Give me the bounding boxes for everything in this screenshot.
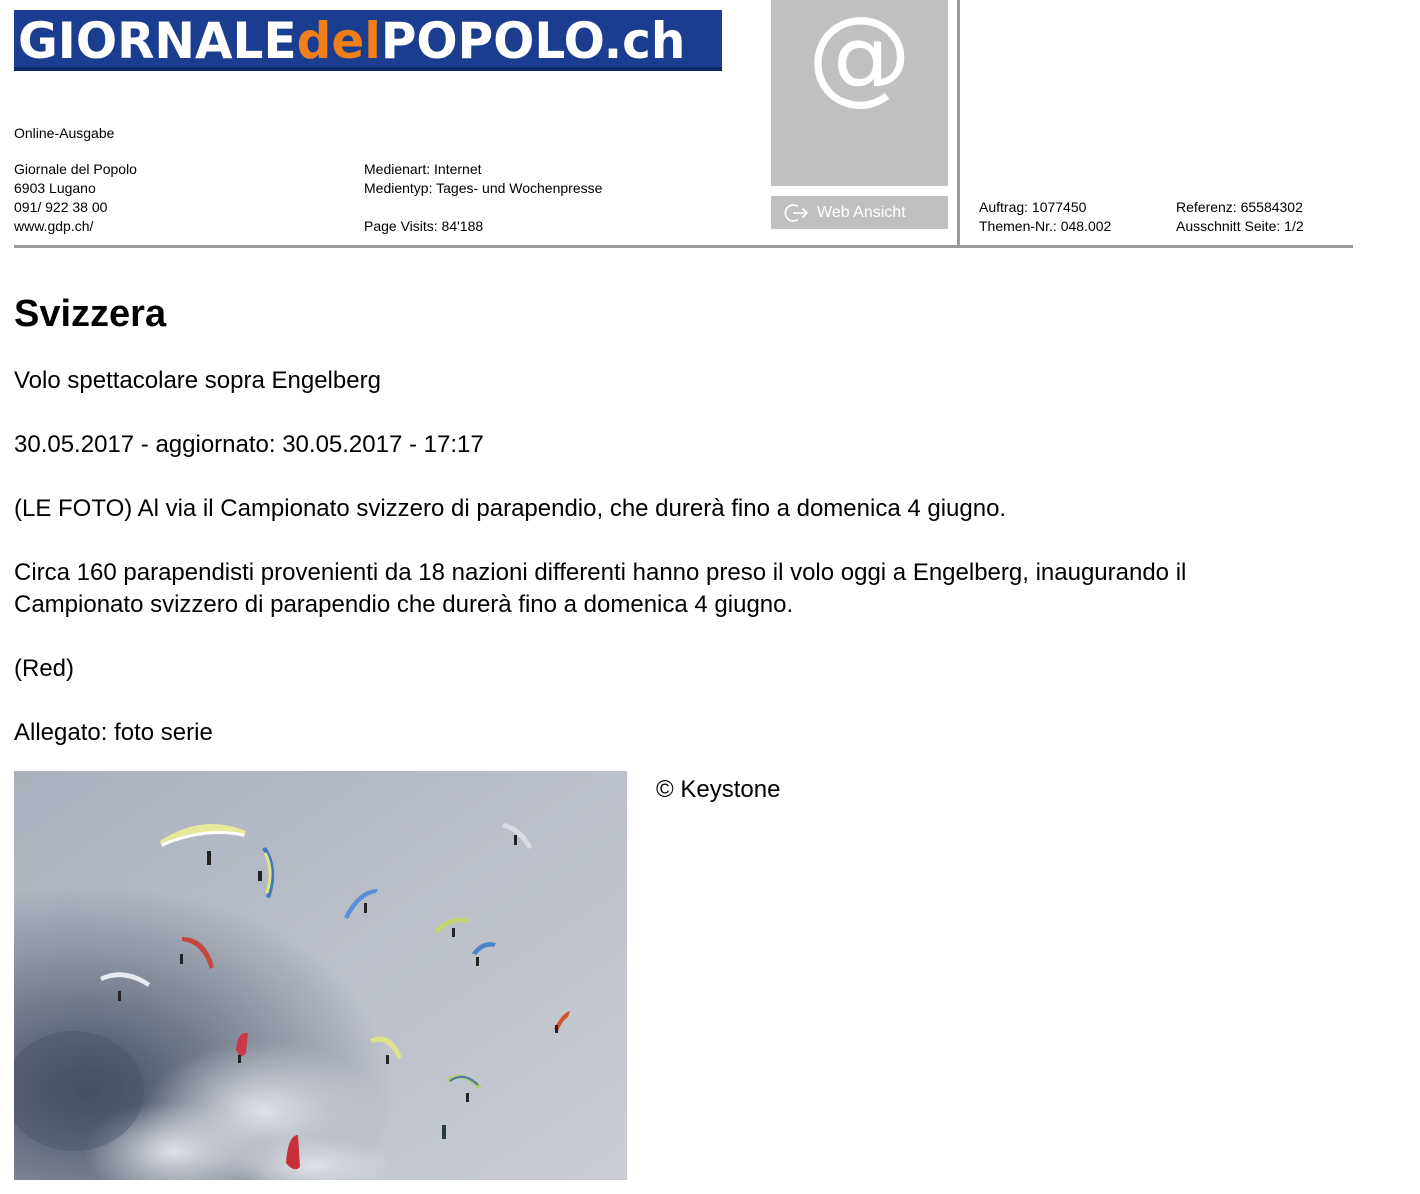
publisher-web: www.gdp.ch/ [14,218,94,234]
publisher-city: 6903 Lugano [14,180,96,196]
at-icon: @ [807,0,912,116]
export-icon [784,203,810,223]
logo-part-popolo: POPOLO.ch [380,12,686,70]
web-view-label: Web Ansicht [817,204,906,221]
section-title: Svizzera [14,293,167,335]
publisher-name: Giornale del Popolo [14,161,137,177]
edition-label: Online-Ausgabe [14,125,115,141]
logo-wordmark [18,12,685,70]
glider-small-dark [442,1125,446,1139]
clipping-page: Ausschnitt Seite: 1/2 [1176,218,1304,234]
media-art: Medienart: Internet [364,161,482,177]
web-icon-box [771,0,948,186]
article-dateline: 30.05.2017 - aggiornato: 30.05.2017 - 17:17 [14,431,484,458]
logo-part-giornale: GIORNALE [18,12,297,70]
attachment-label: Allegato: foto serie [14,719,213,746]
article-body-line-2: Campionato svizzero di parapendio che durerà fino a domenica 4 giugno. [14,591,794,618]
logo-part-del: del [296,12,381,70]
media-typ: Medientyp: Tages- und Wochenpresse [364,180,603,196]
topic-number: Themen-Nr.: 048.002 [979,218,1112,234]
vertical-divider [957,0,960,247]
article-headline: Volo spettacolare sopra Engelberg [14,367,381,394]
paragliders-photo [14,771,627,1180]
page-visits: Page Visits: 84'188 [364,218,484,234]
masthead-logo [14,10,722,71]
paragliders-image [14,771,627,1180]
photo-credit: © Keystone [656,776,781,803]
article-author: (Red) [14,655,75,682]
publisher-phone: 091/ 922 38 00 [14,199,108,215]
web-view-button[interactable] [771,196,948,229]
article-body-line-1: Circa 160 parapendisti provenienti da 18 nazioni differenti hanno preso il volo oggi a Engelberg, inaugurando il [14,559,1187,586]
order-number: Auftrag: 1077450 [979,199,1087,215]
article-lead: (LE FOTO) Al via il Campionato svizzero di parapendio, che durerà fino a domenica 4 giugno. [14,495,1007,522]
reference-number: Referenz: 65584302 [1176,199,1303,215]
header-rule [14,245,1353,248]
